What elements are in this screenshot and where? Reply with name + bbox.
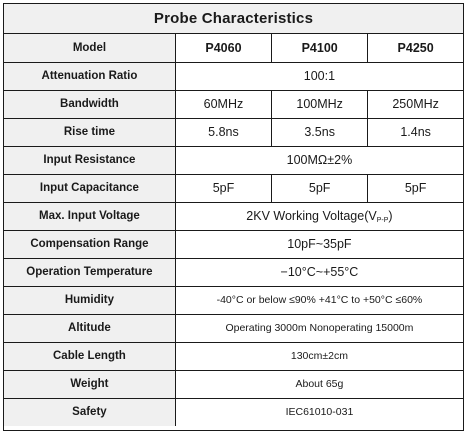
max-input-voltage-subscript: P-P — [376, 216, 389, 224]
max-input-voltage-row — [4, 202, 463, 230]
compensation-range-row — [4, 230, 463, 258]
model-header-p4250: P4250 — [368, 34, 463, 62]
row-label-rise-time: Rise time — [4, 118, 175, 146]
row-label-cable-length: Cable Length — [4, 342, 175, 370]
row-label-max-input-voltage: Max. Input Voltage — [4, 202, 175, 230]
input-capacitance-p4250: 5pF — [368, 174, 463, 202]
row-label-humidity: Humidity — [4, 286, 175, 314]
max-input-voltage-text: 2KV Working Voltage(V — [246, 208, 377, 223]
rise-time-p4100: 3.5ns — [272, 118, 368, 146]
input-capacitance-p4060: 5pF — [175, 174, 271, 202]
rise-time-p4250: 1.4ns — [368, 118, 463, 146]
humidity-value: -40°C or below ≤90% +41°C to +50°C ≤60% — [175, 286, 463, 314]
spec-table — [4, 34, 463, 426]
input-resistance-value: 100MΩ±2% — [175, 146, 463, 174]
bandwidth-p4100: 100MHz — [272, 90, 368, 118]
cable-length-value: 130cm±2cm — [175, 342, 463, 370]
rise-time-p4060: 5.8ns — [175, 118, 271, 146]
probe-characteristics-sheet — [3, 3, 464, 431]
max-input-voltage-suffix: ) — [388, 208, 393, 223]
row-label-safety: Safety — [4, 398, 175, 426]
weight-row — [4, 370, 463, 398]
rise-time-row — [4, 118, 463, 146]
row-label-operation-temperature: Operation Temperature — [4, 258, 175, 286]
attenuation-row — [4, 62, 463, 90]
model-row — [4, 34, 463, 62]
model-header-p4100: P4100 — [272, 34, 368, 62]
input-capacitance-row — [4, 174, 463, 202]
humidity-row — [4, 286, 463, 314]
row-label-attenuation: Attenuation Ratio — [4, 62, 175, 90]
model-header-p4060: P4060 — [175, 34, 271, 62]
row-label-input-capacitance: Input Capacitance — [4, 174, 175, 202]
row-label-altitude: Altitude — [4, 314, 175, 342]
safety-row — [4, 398, 463, 426]
row-label-model: Model — [4, 34, 175, 62]
altitude-value: Operating 3000m Nonoperating 15000m — [175, 314, 463, 342]
compensation-range-value: 10pF~35pF — [175, 230, 463, 258]
cable-length-row — [4, 342, 463, 370]
row-label-bandwidth: Bandwidth — [4, 90, 175, 118]
table-title: Probe Characteristics — [4, 4, 463, 34]
attenuation-value: 100:1 — [175, 62, 463, 90]
row-label-weight: Weight — [4, 370, 175, 398]
row-label-compensation-range: Compensation Range — [4, 230, 175, 258]
input-capacitance-p4100: 5pF — [272, 174, 368, 202]
max-input-voltage-value — [175, 202, 463, 230]
weight-value: About 65g — [175, 370, 463, 398]
operation-temperature-value: −10°C~+55°C — [175, 258, 463, 286]
operation-temperature-row — [4, 258, 463, 286]
bandwidth-p4060: 60MHz — [175, 90, 271, 118]
bandwidth-row — [4, 90, 463, 118]
altitude-row — [4, 314, 463, 342]
input-resistance-row — [4, 146, 463, 174]
bandwidth-p4250: 250MHz — [368, 90, 463, 118]
row-label-input-resistance: Input Resistance — [4, 146, 175, 174]
safety-value: IEC61010-031 — [175, 398, 463, 426]
